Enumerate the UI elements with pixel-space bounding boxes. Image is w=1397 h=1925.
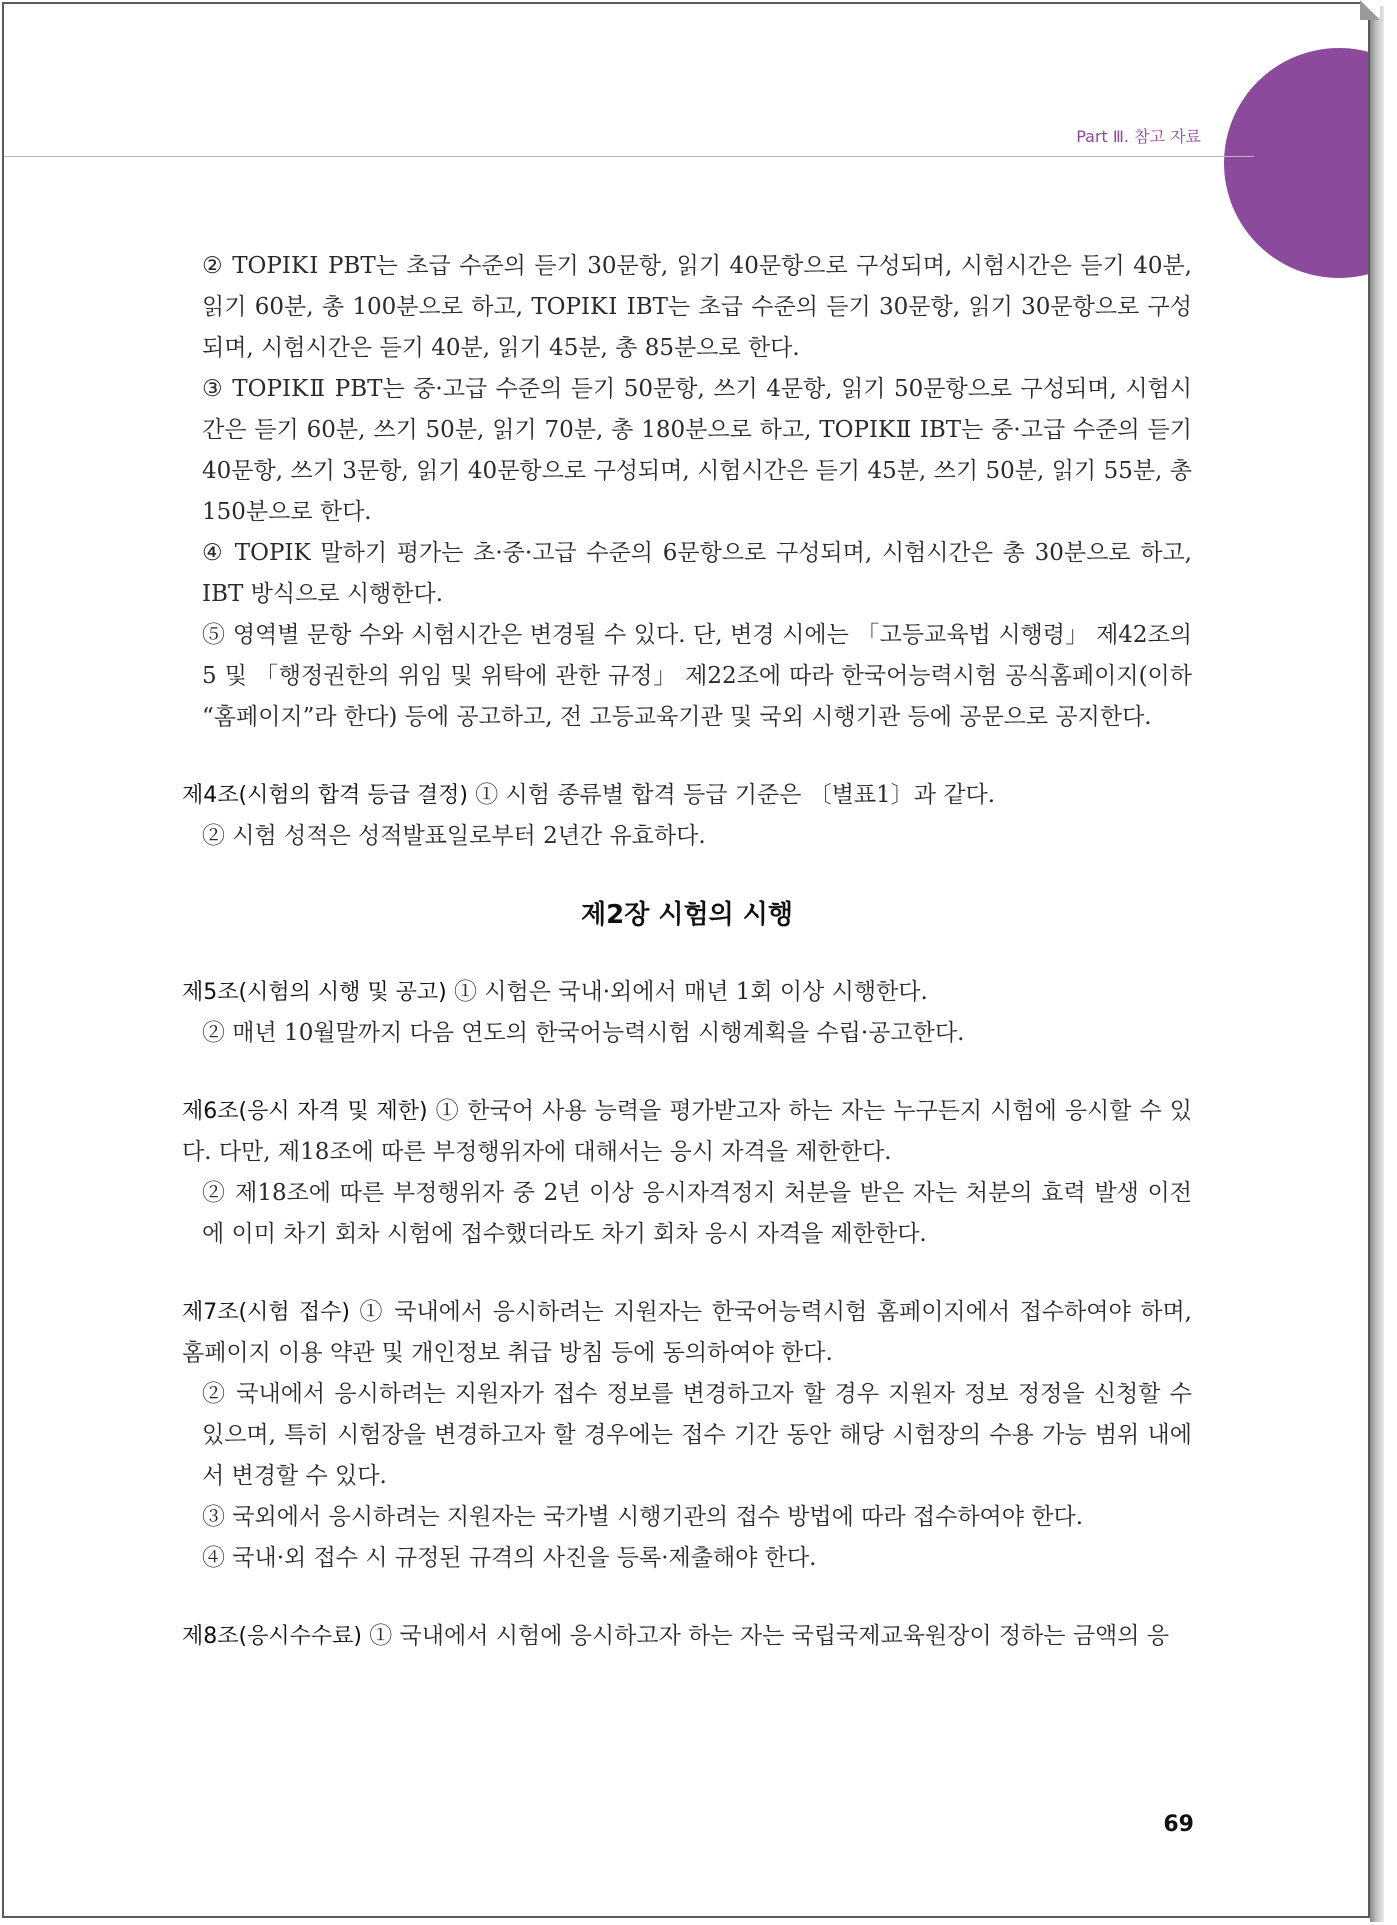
article7-paragraph-1 (182, 1292, 1192, 1374)
article5-text-1: ① 시험은 국내·외에서 매년 1회 이상 시행한다. (446, 979, 928, 1005)
article7-paragraph-2: ② 국내에서 응시하려는 지원자가 접수 정보를 변경하고자 할 경우 지원자 정보 정정을 신청할 수 있으며, 특히 시험장을 변경하고자 할 경우에는 접수 기간 동안 해당 시험장의 수용 가능 범위 내에서 변경할 수 있다. (202, 1381, 1192, 1489)
article7-paragraph-3: ③ 국외에서 응시하려는 지원자는 국가별 시행기관의 접수 방법에 따라 접수하여야 한다. (202, 1504, 1084, 1530)
article6-paragraph-2: ② 제18조에 따른 부정행위자 중 2년 이상 응시자격정지 처분을 받은 자는 처분의 효력 발생 이전에 이미 차기 회차 시험에 접수했더라도 차기 회차 응시 자격을 제한한다. (202, 1180, 1192, 1247)
article4-title: 제4조(시험의 합격 등급 결정) (182, 783, 468, 808)
chapter-heading: 제2장 시험의 시행 (580, 900, 793, 930)
page-edge-shadow (1370, 6, 1384, 1922)
article4-text-1: ① 시험 종류별 합격 등급 기준은 〔별표1〕과 같다. (467, 782, 996, 808)
article8-text-1: ① 국내에서 시험에 응시하고자 하는 자는 국립국제교육원장이 정하는 금액의 응 (361, 1623, 1170, 1649)
article8-paragraph-1 (182, 1616, 1192, 1657)
page-number: 69 (1163, 1812, 1194, 1837)
article5-paragraph-2: ② 매년 10월말까지 다음 연도의 한국어능력시험 시행계획을 수립·공고한다. (202, 1020, 965, 1046)
article4-paragraph-1 (182, 775, 1192, 816)
article5-paragraph-1 (182, 972, 1192, 1013)
article6-text-1: ① 한국어 사용 능력을 평가받고자 하는 자는 누구든지 시험에 응시할 수 있다. 다만, 제18조에 따른 부정행위자에 대해서는 응시 자격을 제한한다. (182, 1098, 1192, 1165)
article7-paragraph-4: ④ 국내·외 접수 시 규정된 규격의 사진을 등록·제출해야 한다. (202, 1545, 817, 1571)
article8-title: 제8조(응시수수료) (182, 1624, 362, 1649)
header-rule (4, 156, 1254, 157)
spacer (182, 1255, 1192, 1292)
article5-title: 제5조(시험의 시행 및 공고) (182, 980, 447, 1005)
article7-text-1: ① 국내에서 응시하려는 지원자는 한국어능력시험 홈페이지에서 접수하여야 하며, 홈페이지 이용 약관 및 개인정보 취급 방침 등에 동의하여야 한다. (182, 1299, 1192, 1366)
page-body (182, 246, 1192, 1657)
header-decoration-circle (1224, 48, 1370, 278)
article3-paragraph-4: ④ TOPIK 말하기 평가는 초·중·고급 수준의 6문항으로 구성되며, 시험시간은 총 30분으로 하고, IBT 방식으로 시행한다. (202, 540, 1192, 607)
article4-paragraph-2: ② 시험 성적은 성적발표일로부터 2년간 유효하다. (202, 823, 706, 849)
spacer (182, 1054, 1192, 1091)
part-label: Part Ⅲ. 참고 자료 (1076, 127, 1201, 146)
article7-title: 제7조(시험 접수) (182, 1300, 350, 1325)
page-corner-fold (1360, 0, 1380, 20)
article3-paragraph-5: ⑤ 영역별 문항 수와 시험시간은 변경될 수 있다. 단, 변경 시에는 「고등교육법 시행령」 제42조의 5 및 「행정권한의 위임 및 위탁에 관한 규정」 제22조에 따라 한국어능력시험 공식홈페이지(이하 “홈페이지”라 한다) 등에 공고하고, 전 고등교육기관 및 국외 시행기관 등에 공문으로 공지한다. (202, 622, 1192, 730)
article3-paragraph-3: ③ TOPIKⅡ PBT는 중·고급 수준의 듣기 50문항, 쓰기 4문항, 읽기 50문항으로 구성되며, 시험시간은 듣기 60분, 쓰기 50분, 읽기 70분, 총 180분으로 하고, TOPIKⅡ IBT는 중·고급 수준의 듣기 40문항, 쓰기 3문항, 읽기 40문항으로 구성되며, 시험시간은 듣기 45분, 쓰기 50분, 읽기 55분, 총 150분으로 한다. (202, 376, 1192, 525)
article3-paragraph-2: ② TOPIKⅠ PBT는 초급 수준의 듣기 30문항, 읽기 40문항으로 구성되며, 시험시간은 듣기 40분, 읽기 60분, 총 100분으로 하고, TOPIKⅠ IBT는 초급 수준의 듣기 30문항, 읽기 30문항으로 구성되며, 시험시간은 듣기 40분, 읽기 45분, 총 85분으로 한다. (202, 253, 1192, 361)
spacer (182, 1579, 1192, 1616)
article6-title: 제6조(응시 자격 및 제한) (182, 1099, 428, 1124)
spacer (182, 738, 1192, 775)
document-page (2, 2, 1370, 1918)
article6-paragraph-1 (182, 1091, 1192, 1173)
